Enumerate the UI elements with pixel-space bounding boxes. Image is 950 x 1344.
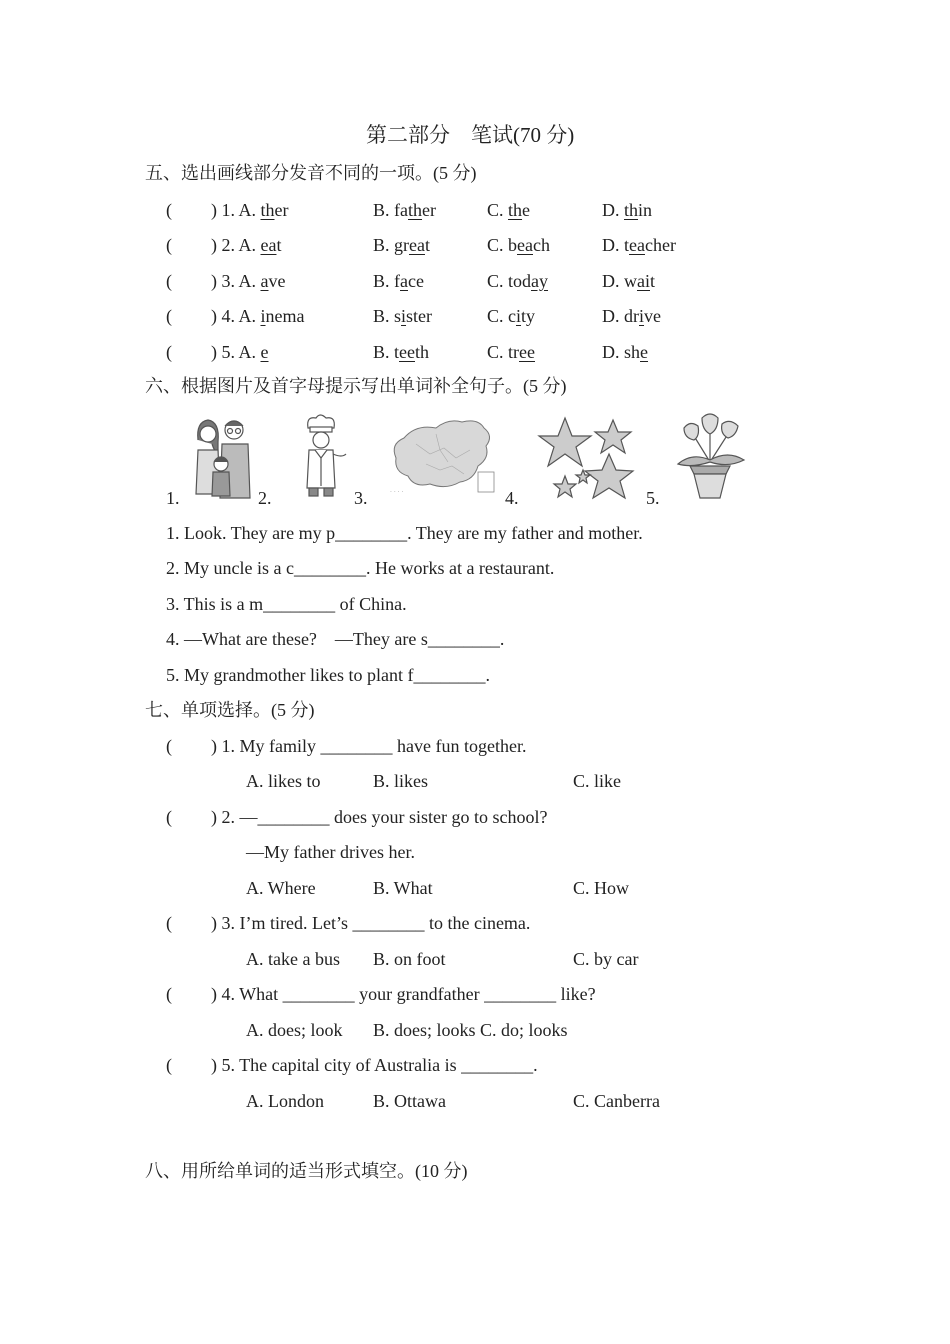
word-part: B. f (373, 271, 400, 291)
stars-picture (535, 414, 641, 502)
underlined-sound: ea (629, 235, 645, 255)
word-part: ve (644, 306, 662, 326)
underlined-sound: ee (519, 342, 535, 362)
underlined-sound: th (624, 200, 639, 220)
picture-label-2: 2. (258, 488, 272, 508)
underlined-sound: i (516, 306, 522, 326)
option-d (602, 199, 652, 221)
word-part: ce (408, 271, 424, 291)
word-part: C. tod (487, 271, 532, 291)
section-6-heading: 六、根据图片及首字母提示写出单词补全句子。(5 分) (145, 376, 567, 396)
underlined-sound: i (260, 306, 266, 326)
option-b (373, 199, 436, 221)
question-1-option-c: C. like (573, 771, 621, 791)
answer-paren: ( (166, 1055, 172, 1075)
underlined-sound: e (640, 342, 649, 362)
option-c (487, 234, 550, 256)
option-b (373, 305, 432, 327)
option-b (373, 341, 429, 363)
word-part: D. sh (602, 342, 641, 362)
section-6-sentence-3: 3. This is a m________ of China. (166, 594, 407, 614)
question-number: ) 1. A. (211, 200, 261, 220)
question-1-option-a: A. likes to (246, 771, 321, 791)
family-picture (190, 414, 258, 500)
question-number: ) 4. A. (211, 306, 261, 326)
flower-pot-picture (672, 412, 748, 502)
question-number: ) 5. A. (211, 342, 261, 362)
answer-paren: ( (166, 200, 172, 220)
word-part: cher (644, 235, 676, 255)
option-a (211, 234, 282, 256)
question-3-stem: ) 3. I’m tired. Let’s ________ to the cinema. (211, 913, 531, 933)
word-part: e (522, 200, 531, 220)
option-d (602, 341, 648, 363)
underlined-sound: a (400, 271, 408, 291)
underlined-sound: ay (531, 271, 549, 291)
answer-paren: ( (166, 271, 172, 291)
question-2-option-c: C. How (573, 878, 630, 898)
word-part: t (650, 271, 656, 291)
cook-picture (296, 414, 348, 500)
option-d (602, 270, 655, 292)
section-8-heading: 八、用所给单词的适当形式填空。(10 分) (145, 1161, 468, 1181)
underlined-sound: ea (517, 235, 533, 255)
answer-paren: ( (166, 306, 172, 326)
underlined-sound: th (508, 200, 523, 220)
underlined-sound: i (401, 306, 407, 326)
page-title: 第二部分 笔试(70 分) (366, 123, 575, 147)
underlined-sound: ai (637, 271, 650, 291)
question-number: ) 3. A. (211, 271, 261, 291)
question-1-option-b: B. likes (373, 771, 429, 791)
word-part: th (415, 342, 430, 362)
picture-label-5: 5. (646, 488, 660, 508)
word-part: C. tr (487, 342, 520, 362)
underlined-sound: a (260, 271, 269, 291)
section-6-sentence-2: 2. My uncle is a c________. He works at a restaurant. (166, 558, 555, 578)
word-part: B. fa (373, 200, 408, 220)
question-3-option-b: B. on foot (373, 949, 446, 969)
word-part: C. (487, 200, 509, 220)
question-5-option-b: B. Ottawa (373, 1091, 446, 1111)
option-d (602, 234, 676, 256)
section-6-sentence-5: 5. My grandmother likes to plant f________. (166, 665, 490, 685)
word-part: ty (521, 306, 536, 326)
china-map-picture (386, 414, 500, 498)
word-part: B. s (373, 306, 402, 326)
word-part: D. w (602, 271, 637, 291)
picture-label-4: 4. (505, 488, 519, 508)
underlined-sound: e (260, 342, 269, 362)
word-part: B. t (373, 342, 400, 362)
underlined-sound: th (408, 200, 423, 220)
word-part: ch (533, 235, 550, 255)
question-4-option-a: A. does; look (246, 1020, 343, 1040)
word-part: B. gr (373, 235, 409, 255)
question-2-option-b: B. What (373, 878, 433, 898)
question-3-option-a: A. take a bus (246, 949, 340, 969)
underlined-sound: ee (399, 342, 415, 362)
picture-label-3: 3. (354, 488, 368, 508)
word-part: D. t (602, 235, 629, 255)
question-1-stem: ) 1. My family ________ have fun together. (211, 736, 527, 756)
word-part: t (276, 235, 282, 255)
question-3-option-c: C. by car (573, 949, 639, 969)
question-5-stem: ) 5. The capital city of Australia is ________. (211, 1055, 538, 1075)
question-5-option-a: A. London (246, 1091, 324, 1111)
option-b (373, 234, 430, 256)
option-a (211, 305, 305, 327)
answer-paren: ( (166, 235, 172, 255)
option-a (211, 199, 289, 221)
question-2-line-2: —My father drives her. (246, 842, 415, 862)
word-part: C. b (487, 235, 518, 255)
option-a (211, 341, 269, 363)
section-5-heading: 五、选出画线部分发音不同的一项。(5 分) (145, 163, 477, 183)
question-2-stem: ) 2. —________ does your sister go to school? (211, 807, 548, 827)
option-c (487, 305, 535, 327)
underlined-sound: ea (409, 235, 425, 255)
word-part: nema (265, 306, 305, 326)
option-b (373, 270, 424, 292)
answer-paren: ( (166, 342, 172, 362)
underlined-sound: th (260, 200, 275, 220)
underlined-sound: i (639, 306, 645, 326)
word-part: D. dr (602, 306, 639, 326)
option-d (602, 305, 661, 327)
section-7-heading: 七、单项选择。(5 分) (145, 700, 315, 720)
word-part: in (638, 200, 653, 220)
answer-paren: ( (166, 913, 172, 933)
question-5-option-c: C. Canberra (573, 1091, 660, 1111)
picture-label-1: 1. (166, 488, 180, 508)
question-2-option-a: A. Where (246, 878, 316, 898)
word-part: t (424, 235, 430, 255)
word-part: ster (406, 306, 433, 326)
section-6-sentence-4: 4. —What are these? —They are s________. (166, 629, 505, 649)
question-4-option-b: B. does; looks C. do; looks (373, 1020, 568, 1040)
underlined-sound: ea (260, 235, 277, 255)
answer-paren: ( (166, 736, 172, 756)
option-c (487, 199, 530, 221)
question-4-stem: ) 4. What ________ your grandfather ________ like? (211, 984, 596, 1004)
option-c (487, 341, 535, 363)
answer-paren: ( (166, 984, 172, 1004)
word-part: C. c (487, 306, 516, 326)
word-part: er (274, 200, 289, 220)
svg-text:· · · ·: · · · · (390, 489, 404, 496)
question-number: ) 2. A. (211, 235, 261, 255)
option-a (211, 270, 286, 292)
option-c (487, 270, 548, 292)
section-6-sentence-1: 1. Look. They are my p________. They are my father and mother. (166, 523, 643, 543)
word-part: D. (602, 200, 624, 220)
answer-paren: ( (166, 807, 172, 827)
word-part: er (422, 200, 436, 220)
word-part: ve (268, 271, 286, 291)
